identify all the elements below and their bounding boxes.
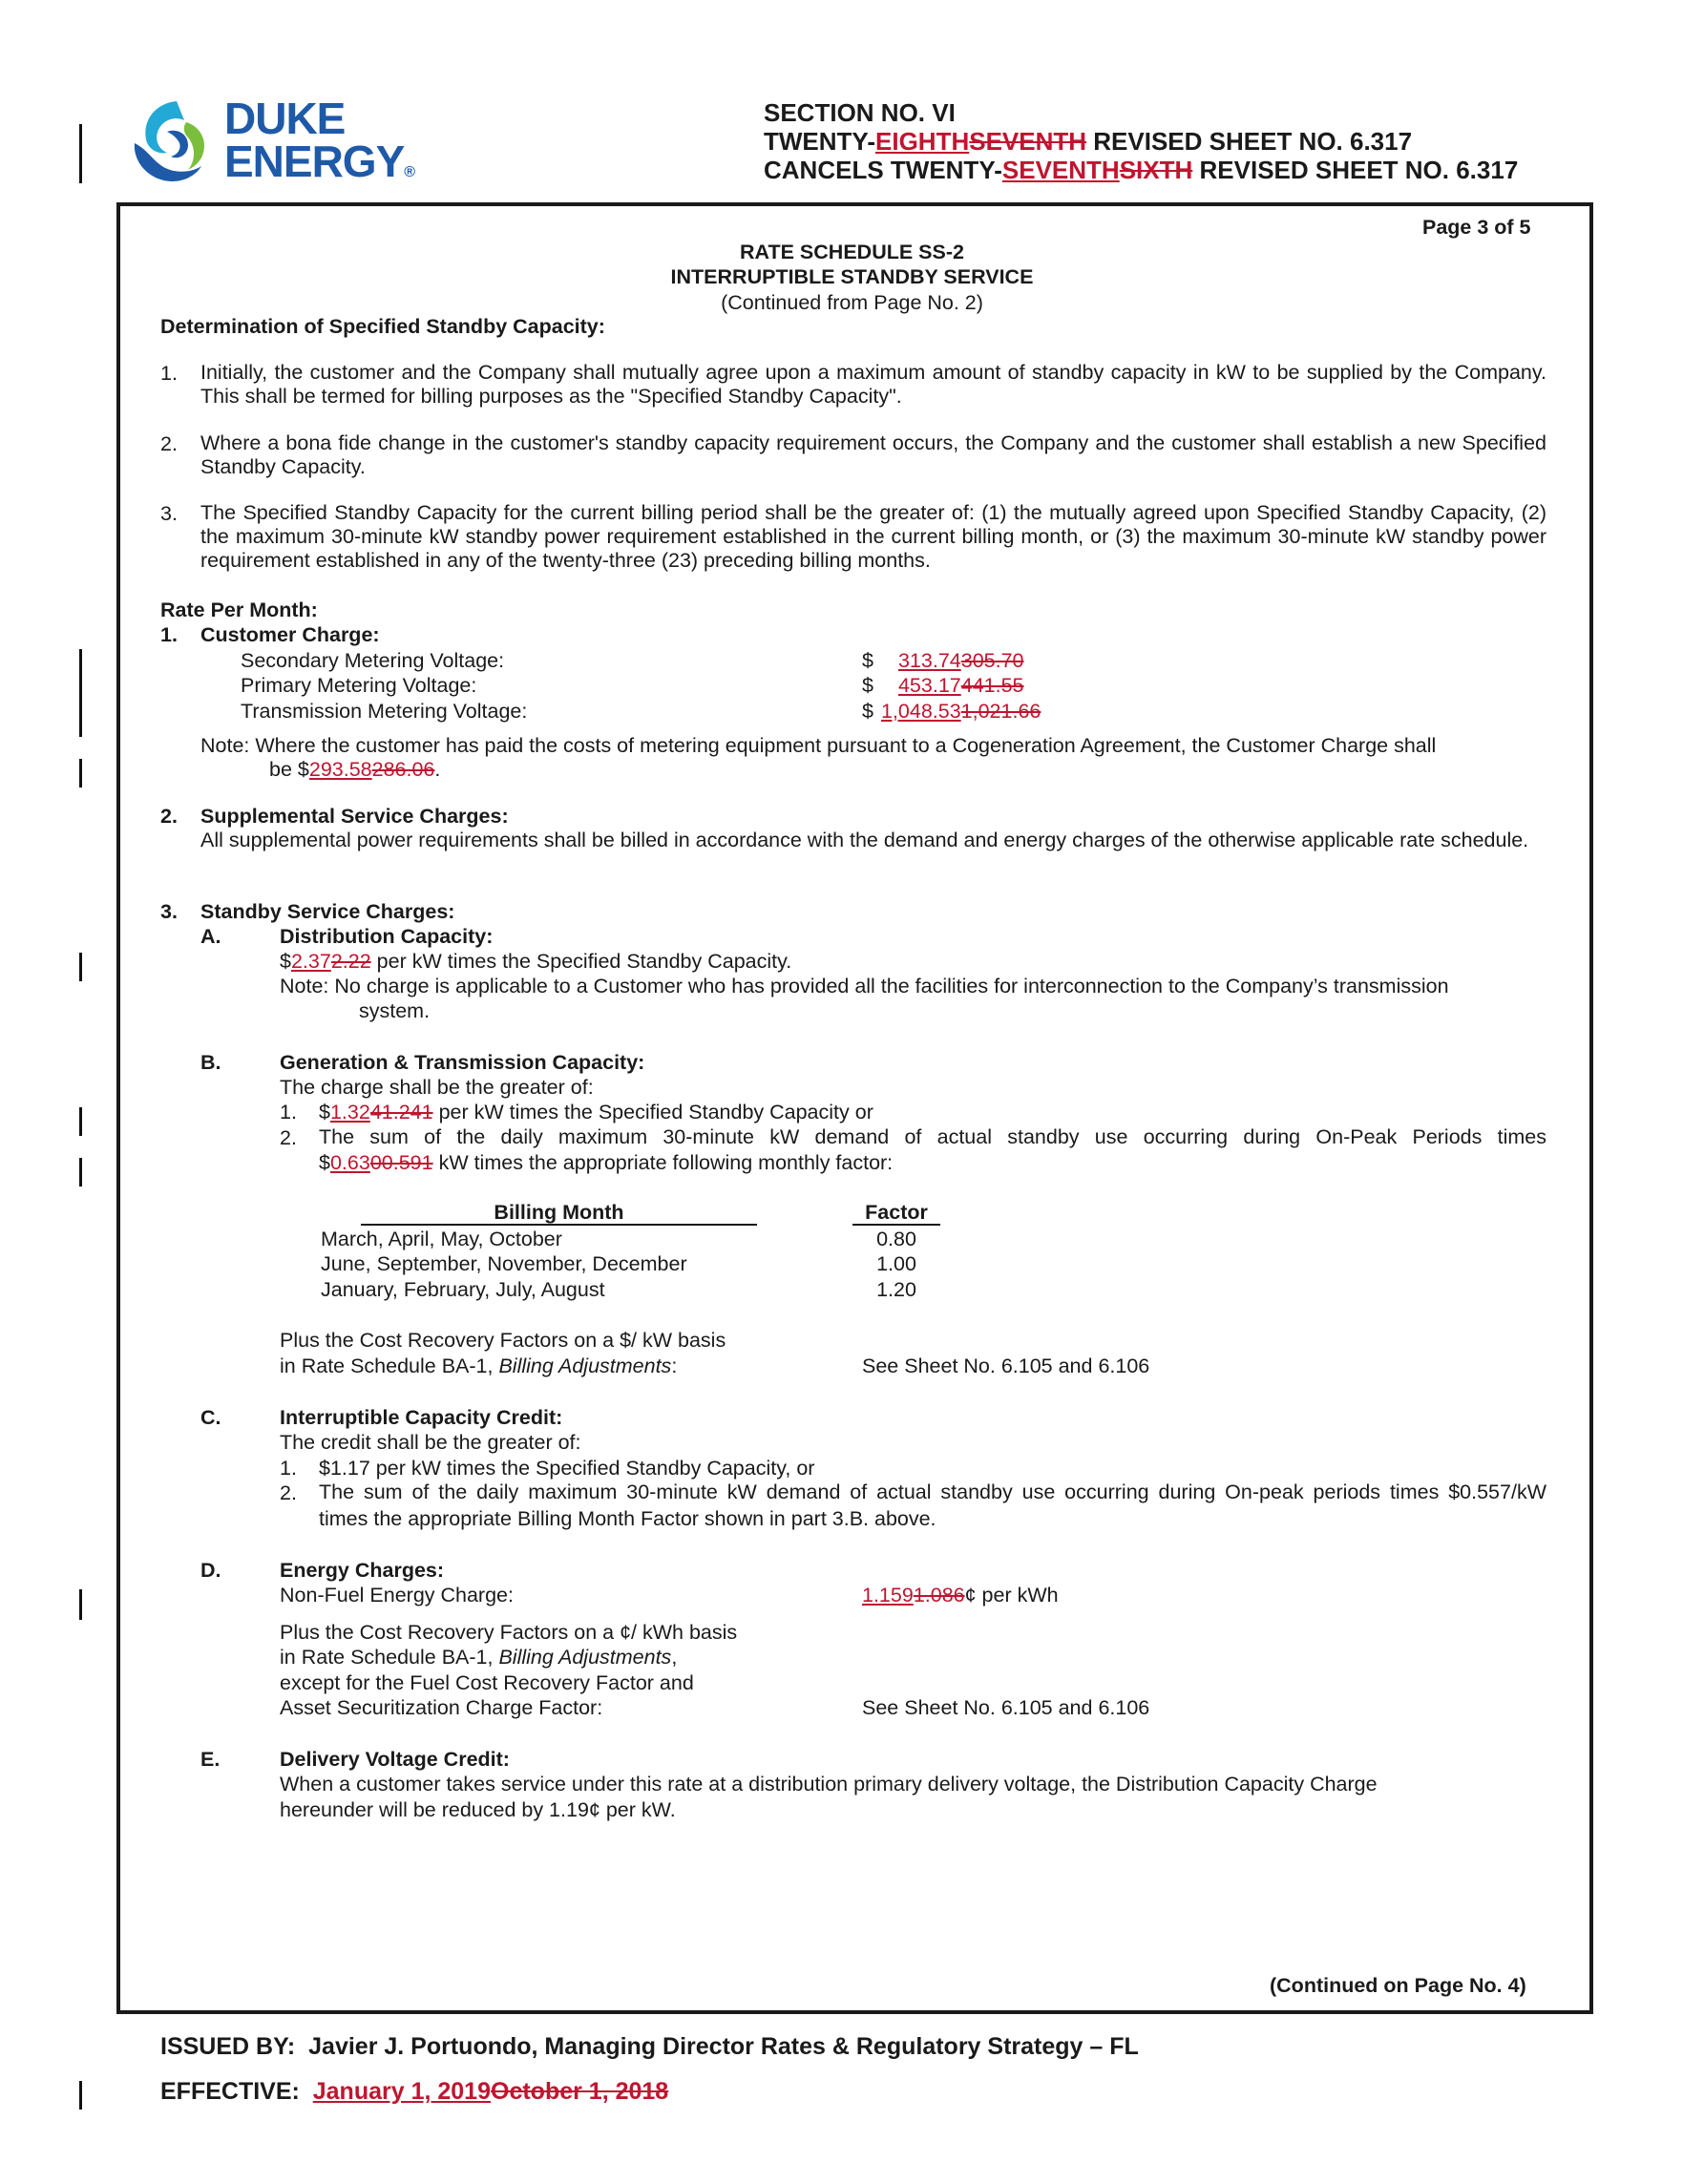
d-crf-line1: Plus the Cost Recovery Factors on a ¢/ kWh basis [280,1621,738,1644]
factor-row-1: 0.80 [876,1228,916,1250]
issued-label: ISSUED BY: [160,2033,296,2060]
primary-voltage-label: Primary Metering Voltage: [241,674,477,697]
nonfuel-value: 1.1591.086¢ per kWh [862,1584,1059,1606]
logo-line1: DUKE [224,94,346,143]
revised-line: TWENTY-EIGHTHSEVENTH REVISED SHEET NO. 6.317 [764,127,1413,156]
secondary-voltage-value: $ 313.74305.70 [862,649,1024,672]
effective-line [160,2078,668,2106]
interruptible-credit-heading: Interruptible Capacity Credit: [280,1406,563,1429]
change-bar [79,953,82,981]
interruptible-item2-line2: times the appropriate Billing Month Factor shown in part 3.B. above. [319,1507,936,1530]
customer-charge-note-line1: Note: Where the customer has paid the costs of metering equipment pursuant to a Cogeneration Agreement, the Customer Charge shall [200,734,1437,757]
gen-trans-item2-line2: $0.6300.591 kW times the appropriate following monthly factor: [319,1151,894,1174]
interruptible-item2-num: 2. [280,1481,297,1504]
logo-reg: ® [404,164,415,180]
effective-label: EFFECTIVE: [160,2078,300,2105]
energy-charges-heading: Energy Charges: [280,1559,445,1582]
distribution-capacity-rate: $2.372.22 per kW times the Specified Standby Capacity. [280,950,792,973]
gen-trans-item2-line1: The sum of the daily maximum 30-minute kW demand of actual standby use occurring during On-Peak Periods times [319,1125,1546,1148]
logo-wordmark [224,94,415,194]
gen-trans-item1: $1.3241.241 per kW times the Specified Standby Capacity or [319,1101,873,1124]
section-a-letter: A. [200,925,221,948]
page-label: Page 3 of 5 [1422,216,1531,239]
interruptible-item1: $1.17 per kW times the Specified Standby Capacity, or [319,1457,815,1480]
rate-schedule-subtitle: INTERRUPTIBLE STANDBY SERVICE [670,265,1034,288]
supplemental-heading: Supplemental Service Charges: [200,805,509,828]
gen-trans-item2-num: 2. [280,1126,297,1149]
interruptible-item2-line1: The sum of the daily maximum 30-minute kW demand of actual standby use occurring during On-peak periods times $0.557/kW [319,1480,1546,1503]
change-bar [79,649,82,737]
d-crf-line3: except for the Fuel Cost Recovery Factor and [280,1671,694,1694]
section-line: SECTION NO. VI [764,98,956,127]
secondary-voltage-label: Secondary Metering Voltage: [241,649,505,672]
issued-value: Javier J. Portuondo, Managing Director Rates & Regulatory Strategy – FL [308,2033,1139,2060]
standby-heading: Standby Service Charges: [200,900,455,923]
change-bar [79,124,82,183]
section-b-letter: B. [200,1051,221,1074]
duke-energy-logo [129,94,415,194]
change-bar [79,1589,82,1620]
billing-month-row-1: March, April, May, October [321,1228,562,1250]
section-e-letter: E. [200,1748,221,1771]
transmission-voltage-value: $ 1,048.531,021.66 [862,700,1041,723]
factor-header: Factor [852,1201,940,1226]
det-item-3-num: 3. [160,502,178,525]
section-c-letter: C. [200,1406,221,1429]
logo-line2: ENERGY [224,136,405,186]
det-item-2-text: Where a bona fide change in the customer's standby capacity requirement occurs, the Company and the customer shall establish a new Specified Standby Capacity. [200,431,1546,478]
customer-charge-heading: Customer Charge: [200,623,380,646]
issued-by-line [160,2033,1139,2061]
factor-row-2: 1.00 [876,1252,916,1275]
customer-charge-num: 1. [160,623,178,646]
change-bar [79,759,82,788]
factor-row-3: 1.20 [876,1278,916,1301]
customer-charge-note-line2: be $293.58286.06. [269,758,441,781]
nonfuel-label: Non-Fuel Energy Charge: [280,1584,514,1606]
billing-month-header: Billing Month [361,1201,757,1226]
change-bar [79,1107,82,1136]
determination-heading: Determination of Specified Standby Capacity: [160,315,605,338]
effective-old-date: October 1, 2018 [491,2078,669,2105]
supplemental-num: 2. [160,805,178,828]
gen-trans-intro: The charge shall be the greater of: [280,1076,594,1099]
billing-month-row-2: June, September, November, December [321,1252,687,1275]
effective-new-date: January 1, 2019 [312,2078,491,2105]
change-bar [79,2081,82,2110]
section-d-letter: D. [200,1559,221,1582]
continued-from: (Continued from Page No. 2) [721,291,983,314]
cancels-line: CANCELS TWENTY-SEVENTHSIXTH REVISED SHEET NO. 6.317 [764,156,1519,184]
continued-on: (Continued on Page No. 4) [1270,1974,1526,1997]
b-crf-line1: Plus the Cost Recovery Factors on a $/ kW basis [280,1329,726,1352]
b-crf-line2: in Rate Schedule BA-1, Billing Adjustments: [280,1354,678,1377]
d-crf-line4: Asset Securitization Charge Factor: [280,1696,603,1719]
sheet-header [764,98,1518,184]
transmission-voltage-label: Transmission Metering Voltage: [241,700,528,723]
billing-month-row-3: January, February, July, August [321,1278,605,1301]
delivery-credit-heading: Delivery Voltage Credit: [280,1748,510,1771]
det-item-1-text: Initially, the customer and the Company shall mutually agree upon a maximum amount of standby capacity in kW to be supplied by the Company. This shall be termed for billing purposes as the "Specified Standby Capacity". [200,361,1546,408]
delivery-credit-line2: hereunder will be reduced by 1.19¢ per kW. [280,1798,676,1821]
interruptible-credit-intro: The credit shall be the greater of: [280,1431,581,1454]
distribution-capacity-note-line2: system. [359,999,431,1022]
standby-num: 3. [160,900,178,923]
gen-trans-heading: Generation & Transmission Capacity: [280,1051,645,1074]
d-crf-value: See Sheet No. 6.105 and 6.106 [862,1696,1150,1719]
interruptible-item1-num: 1. [280,1457,297,1480]
b-crf-value: See Sheet No. 6.105 and 6.106 [862,1354,1150,1377]
delivery-credit-line1: When a customer takes service under this rate at a distribution primary delivery voltage, the Distribution Capacity Charge [280,1773,1378,1796]
det-item-1-num: 1. [160,362,178,385]
supplemental-text: All supplemental power requirements shall be billed in accordance with the demand and energy charges of the otherwise applicable rate schedule. [200,829,1529,851]
duke-energy-logo-icon [129,94,217,189]
det-item-3-text: The Specified Standby Capacity for the current billing period shall be the greater of: (1) the mutually agreed upon Specified Standby Capacity, (2) the maximum 30-minute kW standby power requirement established in the current billing month, or (3) the maximum 30-minute kW standby power requirement established in any of the twenty-three (23) preceding billing months. [200,501,1546,572]
rate-schedule-title: RATE SCHEDULE SS-2 [740,241,964,263]
rate-heading: Rate Per Month: [160,598,318,621]
distribution-capacity-heading: Distribution Capacity: [280,925,494,948]
gen-trans-item1-num: 1. [280,1101,297,1124]
change-bar [79,1158,82,1186]
distribution-capacity-note-line1: Note: No charge is applicable to a Customer who has provided all the facilities for interconnection to the Company’s transmission [280,975,1449,998]
d-crf-line2: in Rate Schedule BA-1, Billing Adjustments, [280,1646,678,1669]
primary-voltage-value: $ 453.17441.55 [862,674,1024,697]
det-item-2-num: 2. [160,432,178,455]
